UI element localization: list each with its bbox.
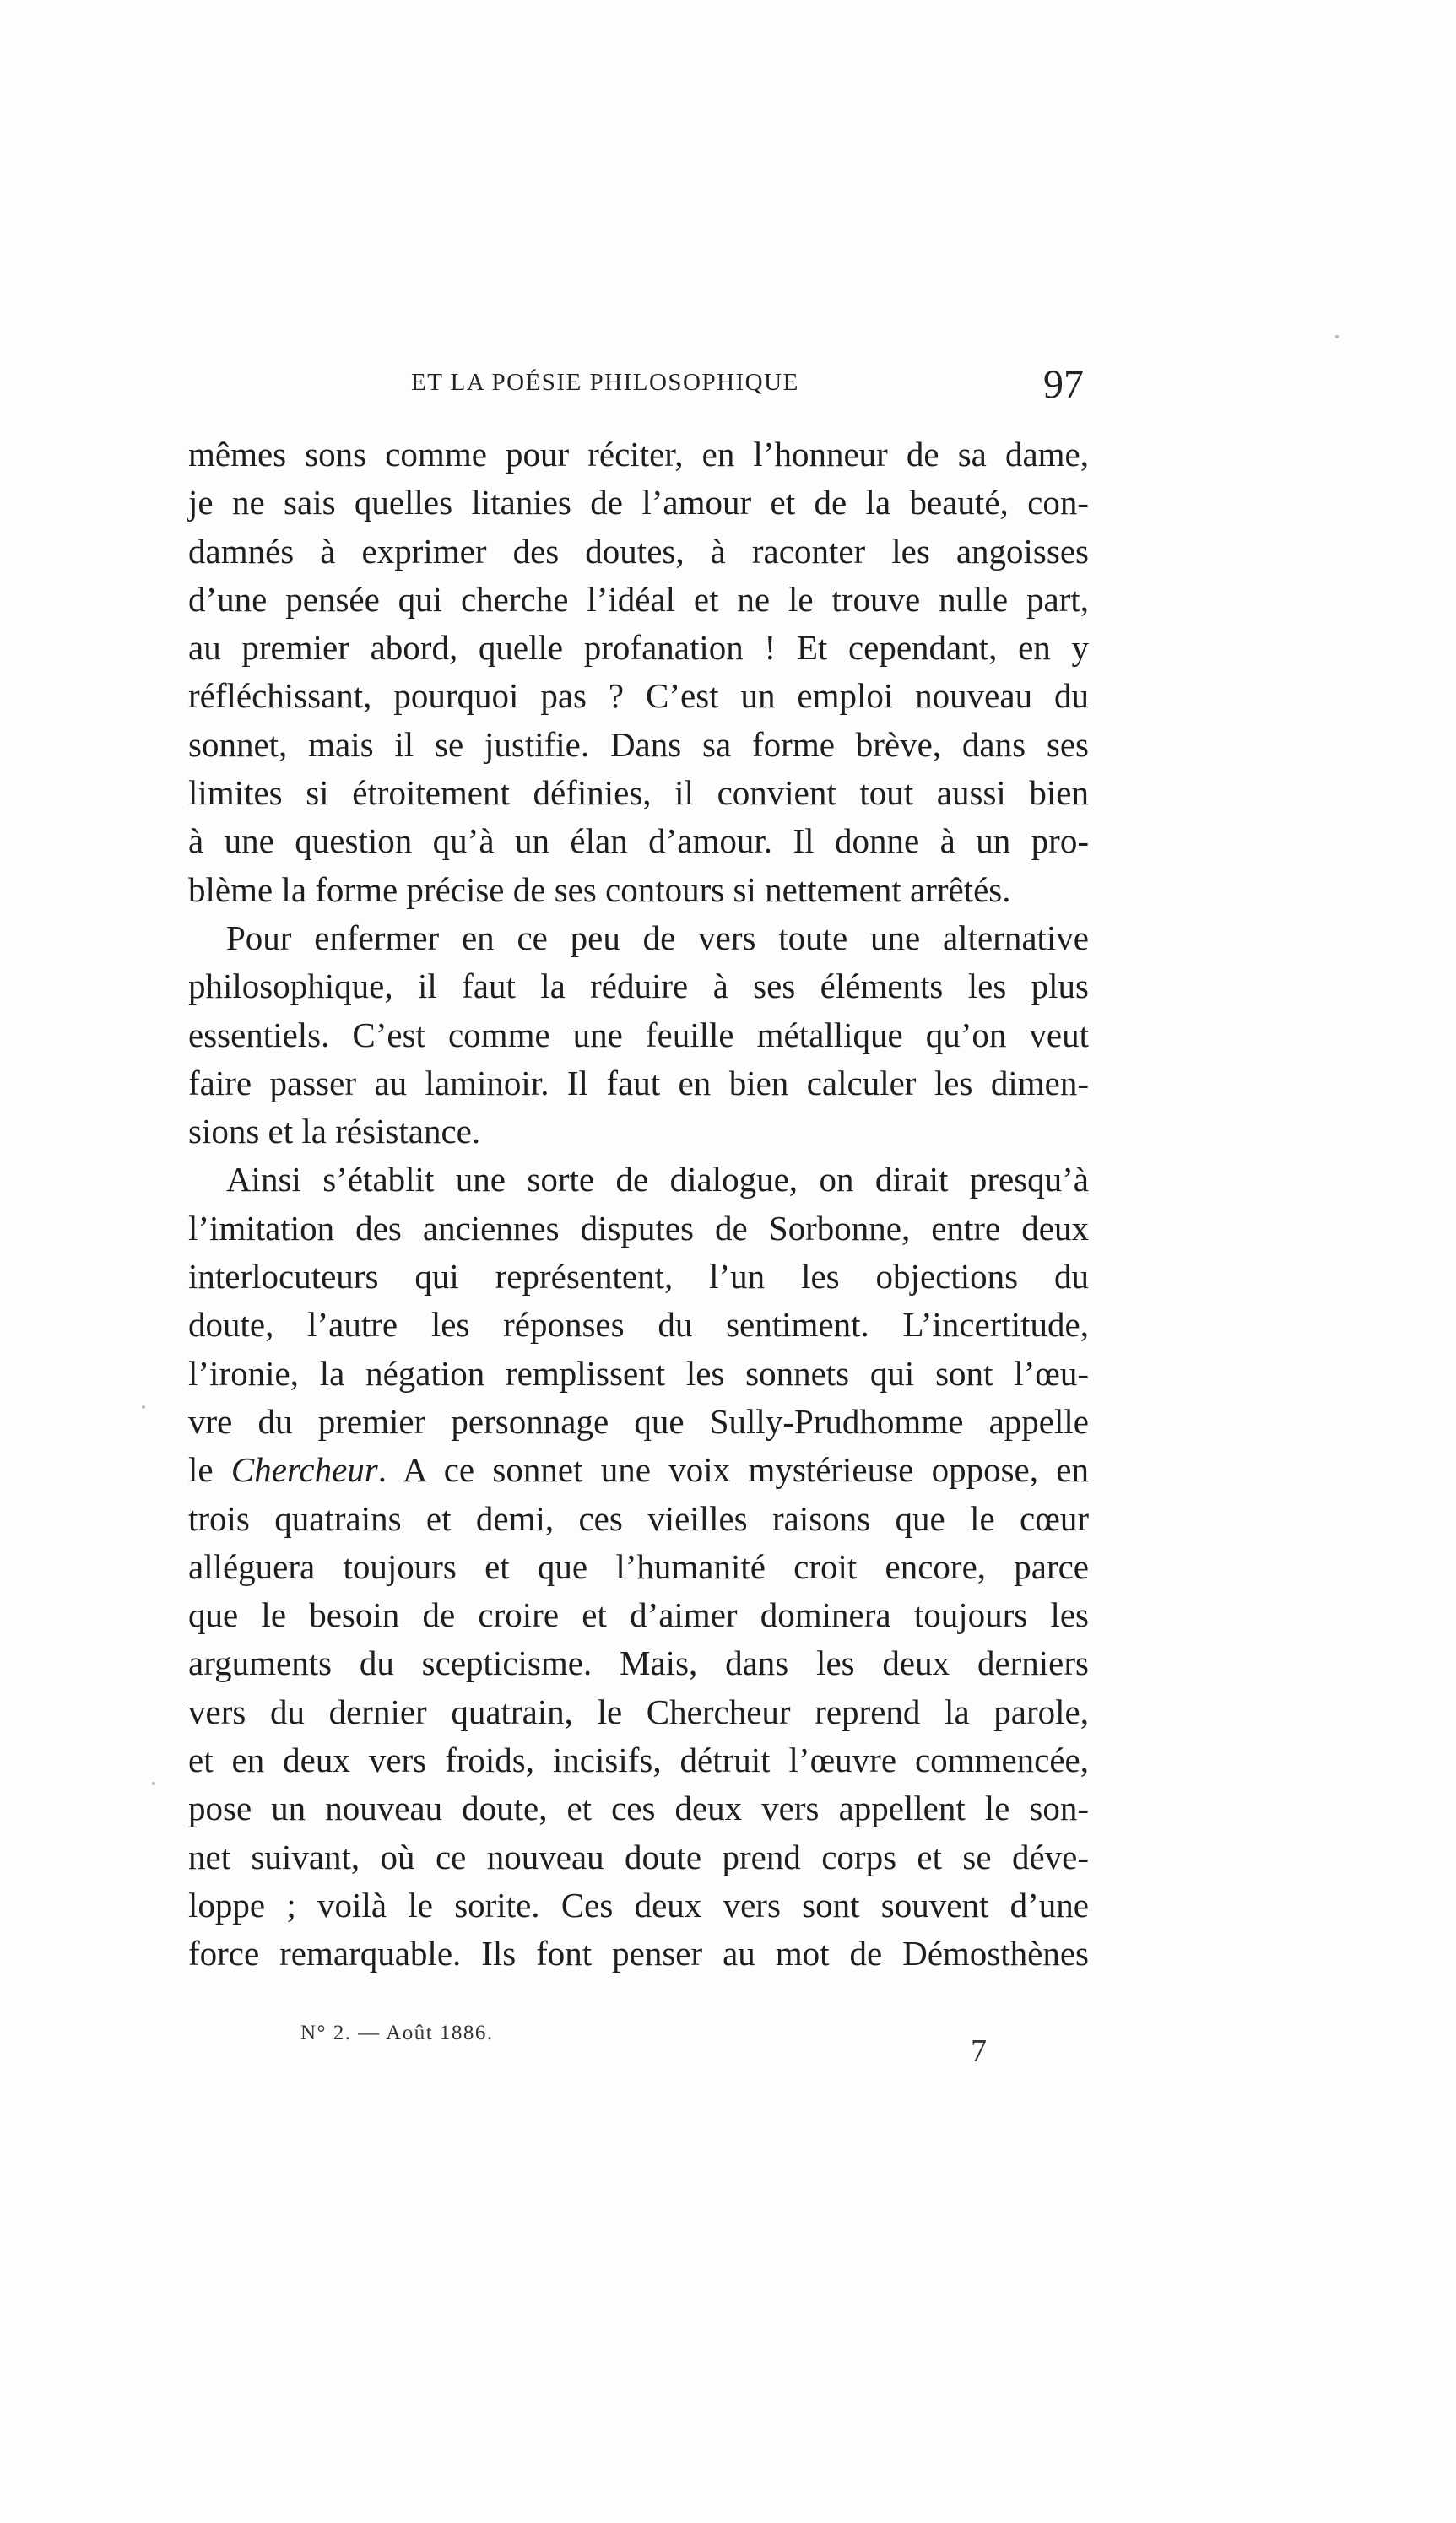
text-line <box>188 1446 1089 1494</box>
text-line: et en deux vers froids, incisifs, détruit l’œuvre commencée, <box>188 1741 1089 1780</box>
text-line: net suivant, où ce nouveau doute prend corps et se déve- <box>188 1837 1089 1876</box>
text-line: trois quatrains et demi, ces vieilles raisons que le cœur <box>188 1498 1089 1538</box>
text-line: vre du premier personnage que Sully-Prudhomme appelle <box>188 1401 1089 1441</box>
text-line: arguments du scepticisme. Mais, dans les deux derniers <box>188 1643 1089 1683</box>
page-number: 97 <box>1043 362 1084 407</box>
text-line: je ne sais quelles litanies de l’amour et de la beauté, con- <box>188 483 1089 522</box>
text-line: d’une pensée qui cherche l’idéal et ne le trouve nulle part, <box>188 579 1089 619</box>
text-line: force remarquable. Ils font penser au mot de Démosthènes <box>188 1934 1089 1973</box>
text-line: limites si étroitement définies, il convient tout aussi bien <box>188 773 1089 813</box>
text-line: loppe ; voilà le sorite. Ces deux vers sont souvent d’une <box>188 1885 1089 1925</box>
text-line: alléguera toujours et que l’humanité croit encore, parce <box>188 1546 1089 1586</box>
body-text <box>188 430 1089 1979</box>
text-line: mêmes sons comme pour réciter, en l’honneur de sa dame, <box>188 435 1089 474</box>
text-line: sions et la résistance. <box>188 1112 481 1151</box>
text-fragment: . A ce sonnet une voix mystérieuse oppose, en <box>377 1450 1090 1490</box>
text-line: vers du dernier quatrain, le Chercheur reprend la parole, <box>188 1692 1089 1731</box>
issue-footer: N° 2. — Août 1886. <box>300 2022 494 2044</box>
text-line: l’imitation des anciennes disputes de Sorbonne, entre deux <box>188 1208 1089 1248</box>
text-line: que le besoin de croire et d’aimer dominera toujours les <box>188 1595 1089 1635</box>
paper-speck <box>142 1405 145 1409</box>
text-line: l’ironie, la négation remplissent les sonnets qui sont l’œu- <box>188 1353 1089 1393</box>
text-line: blème la forme précise de ses contours si nettement arrêtés. <box>188 869 1011 909</box>
text-line: faire passer au laminoir. Il faut en bien calculer les dimen- <box>188 1063 1089 1102</box>
paper-speck <box>1335 335 1339 338</box>
running-title: ET LA POÉSIE PHILOSOPHIQUE <box>411 369 799 396</box>
text-line: doute, l’autre les réponses du sentiment. L’incertitude, <box>188 1305 1089 1345</box>
signature-mark: 7 <box>971 2033 987 2069</box>
text-fragment: le <box>188 1450 231 1490</box>
text-line: essentiels. C’est comme une feuille métallique qu’on veut <box>188 1015 1089 1054</box>
italic-term: Chercheur <box>230 1450 378 1490</box>
text-line: Ainsi s’établit une sorte de dialogue, on dirait presqu’à <box>226 1160 1089 1199</box>
text-line: sonnet, mais il se justifie. Dans sa forme brève, dans ses <box>188 724 1089 764</box>
text-line: Pour enfermer en ce peu de vers toute une alternative <box>226 918 1089 957</box>
text-line: à une question qu’à un élan d’amour. Il donne à un pro- <box>188 821 1089 861</box>
text-line: interlocuteurs qui représentent, l’un les objections du <box>188 1257 1089 1297</box>
text-line: réfléchissant, pourquoi pas ? C’est un emploi nouveau du <box>188 676 1089 716</box>
text-line: philosophique, il faut la réduire à ses éléments les plus <box>188 966 1089 1006</box>
paper-speck <box>152 1782 155 1785</box>
text-line: au premier abord, quelle profanation ! Et cependant, en y <box>188 628 1089 668</box>
text-line: damnés à exprimer des doutes, à raconter les angoisses <box>188 531 1089 571</box>
text-line: pose un nouveau doute, et ces deux vers appellent le son- <box>188 1789 1089 1828</box>
